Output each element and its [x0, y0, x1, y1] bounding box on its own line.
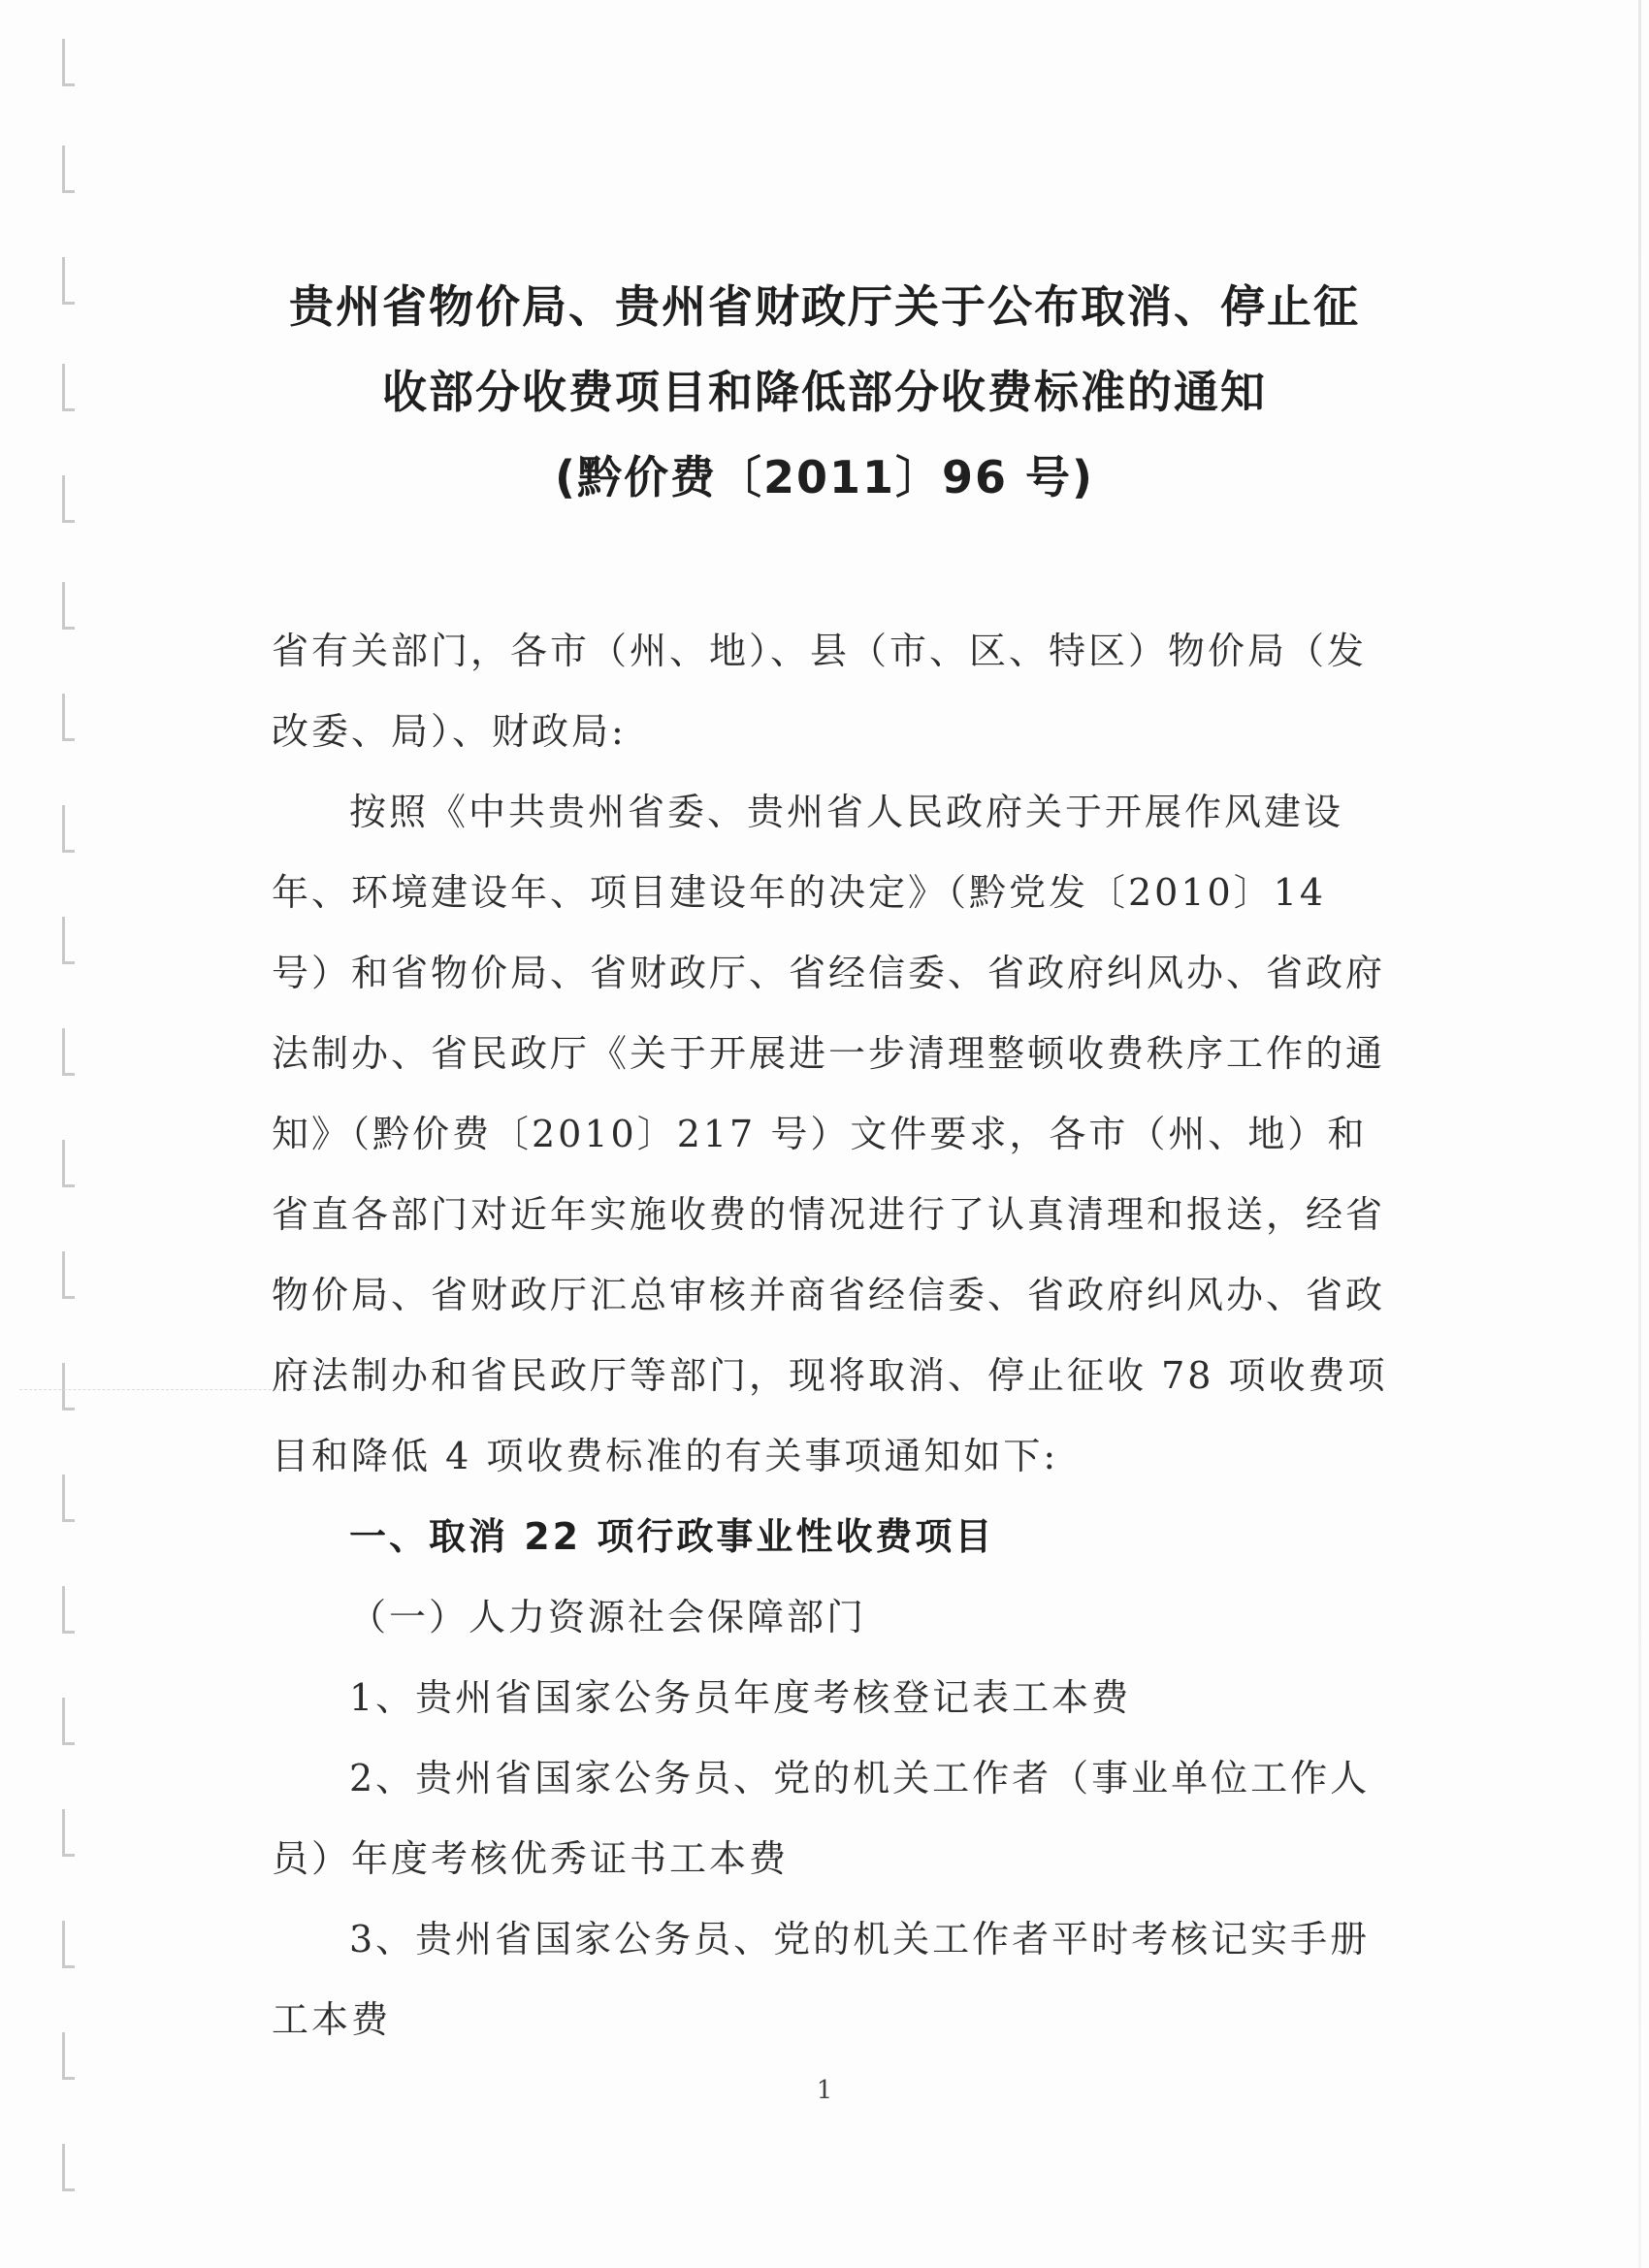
title-document-number: (黔价费〔2011〕96 号) [554, 451, 1095, 503]
binding-mark [62, 146, 75, 193]
binding-mark [62, 1251, 75, 1299]
binding-marks [56, 0, 95, 2268]
list-item: 2、贵州省国家公务员、党的机关工作者（事业单位工作人员）年度考核优秀证书工本费 [272, 1757, 1371, 1880]
binding-mark [62, 1698, 75, 1745]
subsection-heading-1: （一）人力资源社会保障部门 [349, 1596, 867, 1638]
binding-mark [62, 2032, 75, 2080]
addressee: 省有关部门，各市（州、地）、县（市、区、特区）物价局（发改委、局）、财政局: [272, 630, 1368, 753]
binding-mark [62, 1809, 75, 1857]
list-item: 3、贵州省国家公务员、党的机关工作者平时考核记实手册工本费 [272, 1918, 1371, 2041]
binding-mark [62, 39, 75, 86]
document-title [194, 264, 1455, 520]
binding-mark [62, 1140, 75, 1187]
binding-mark [62, 1363, 75, 1410]
title-line-1: 贵州省物价局、贵州省财政厅关于公布取消、停止征 [289, 280, 1360, 333]
binding-mark [62, 917, 75, 964]
document-body [272, 611, 1397, 2060]
binding-mark [62, 1474, 75, 1522]
binding-mark [62, 1028, 75, 1076]
scan-page-edge [1638, 0, 1641, 2268]
section-heading-1: 一、取消 22 项行政事业性收费项目 [349, 1515, 995, 1558]
binding-mark [62, 582, 75, 630]
binding-mark [62, 257, 75, 305]
binding-mark [62, 2144, 75, 2191]
binding-mark [62, 1586, 75, 1634]
binding-mark [62, 694, 75, 741]
binding-mark [62, 805, 75, 853]
binding-mark [62, 364, 75, 411]
list-item: 1、贵州省国家公务员年度考核登记表工本费 [349, 1676, 1132, 1719]
page-number: 1 [816, 2076, 833, 2105]
paragraph-intro: 按照《中共贵州省委、贵州省人民政府关于开展作风建设年、环境建设年、项目建设年的决定》（黔党发〔2010〕14 号）和省物价局、省财政厅、省经信委、省政府纠风办、省政府法制办、省民政厅《关于开展进一步清理整顿收费秩序工作的通知》（黔价费〔2010〕217 号）文件要求，各市（州、地）和省直各部门对近年实施收费的情况进行了认真清理和报送，经省物价局、省财政厅汇总审核并商省经信委、省政府纠风办、省政府法制办和省民政厅等部门，现将取消、停止征收 78 项收费项目和降低 4 项收费标准的有关事项通知如下: [272, 791, 1388, 1477]
binding-mark [62, 475, 75, 523]
scan-fold-line [19, 1389, 310, 1390]
binding-mark [62, 1921, 75, 1968]
title-line-2: 收部分收费项目和降低部分收费标准的通知 [382, 366, 1267, 418]
